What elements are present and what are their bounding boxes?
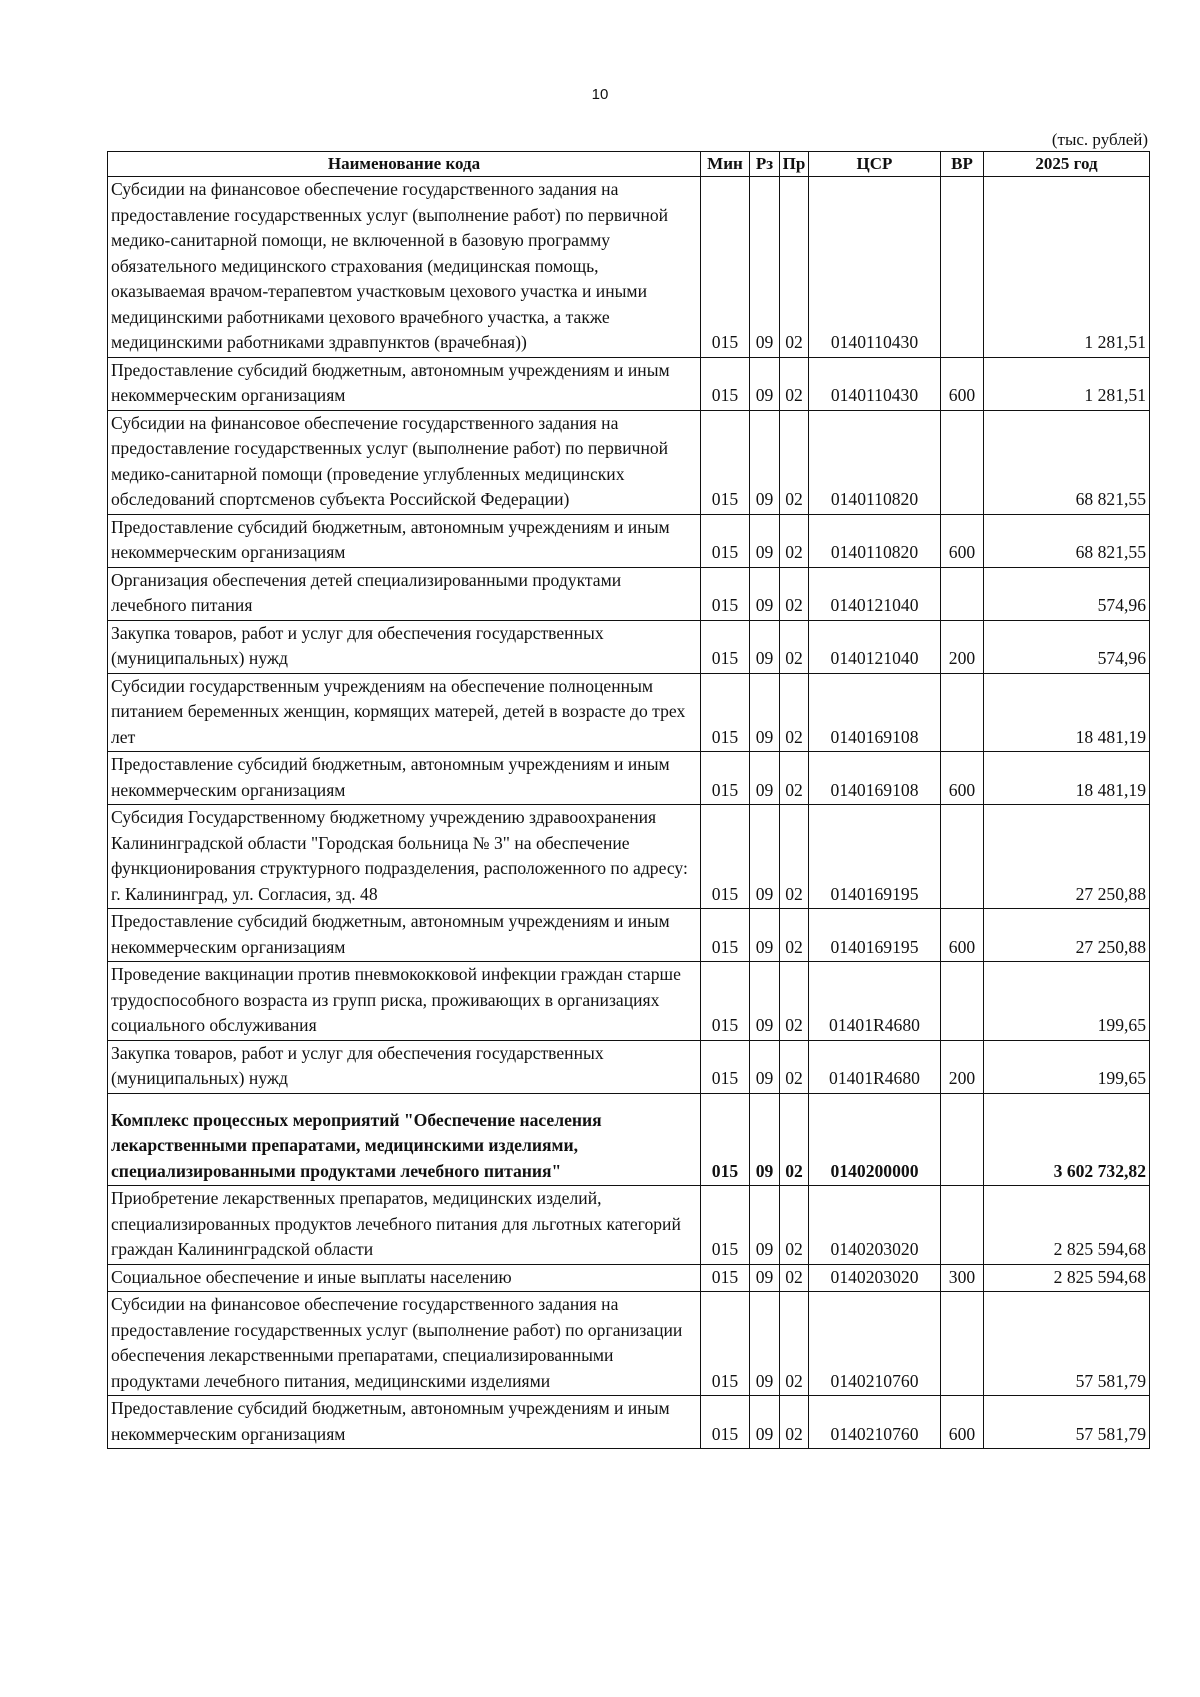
cell-rz: 09 (750, 567, 780, 620)
cell-name: Организация обеспечения детей специализированными продуктами лечебного питания (108, 567, 701, 620)
cell-min: 015 (701, 1186, 750, 1265)
cell-vr: 600 (941, 752, 984, 805)
cell-pr: 02 (780, 1292, 809, 1396)
cell-csr: 0140169108 (809, 752, 941, 805)
table-row (108, 620, 1150, 673)
cell-sum: 68 821,55 (984, 514, 1150, 567)
table-row (108, 357, 1150, 410)
cell-pr: 02 (780, 177, 809, 358)
cell-vr (941, 1186, 984, 1265)
cell-csr: 0140169108 (809, 673, 941, 752)
cell-sum: 199,65 (984, 962, 1150, 1041)
cell-sum: 2 825 594,68 (984, 1186, 1150, 1265)
cell-vr: 600 (941, 357, 984, 410)
cell-min: 015 (701, 1093, 750, 1186)
cell-pr: 02 (780, 805, 809, 909)
cell-vr (941, 673, 984, 752)
cell-name: Предоставление субсидий бюджетным, автономным учреждениям и иным некоммерческим организациям (108, 752, 701, 805)
cell-min: 015 (701, 1040, 750, 1093)
cell-min: 015 (701, 1264, 750, 1292)
cell-name: Социальное обеспечение и иные выплаты населению (108, 1264, 701, 1292)
table-row (108, 909, 1150, 962)
cell-sum: 1 281,51 (984, 177, 1150, 358)
cell-pr: 02 (780, 1093, 809, 1186)
cell-vr (941, 805, 984, 909)
cell-csr: 0140169195 (809, 909, 941, 962)
cell-csr: 0140110820 (809, 410, 941, 514)
cell-name: Субсидии на финансовое обеспечение государственного задания на предоставление государственных услуг (выполнение работ) по первичной медико-санитарной помощи (проведение углубленных медицинских обследований спортсменов субъекта Российской Федерации) (108, 410, 701, 514)
cell-rz: 09 (750, 620, 780, 673)
cell-rz: 09 (750, 177, 780, 358)
cell-name: Субсидии на финансовое обеспечение государственного задания на предоставление государственных услуг (выполнение работ) по организации обеспечения лекарственными препаратами, специализированными продуктами лечебного питания, медицинскими изделиями (108, 1292, 701, 1396)
cell-csr: 0140121040 (809, 567, 941, 620)
cell-csr: 0140121040 (809, 620, 941, 673)
table-header-row (108, 152, 1150, 177)
table-row (108, 514, 1150, 567)
header-rz: Рз (750, 152, 780, 177)
cell-csr: 01401R4680 (809, 962, 941, 1041)
cell-min: 015 (701, 410, 750, 514)
units-label: (тыс. рублей) (1051, 130, 1148, 149)
cell-csr: 0140210760 (809, 1292, 941, 1396)
table-body (108, 177, 1150, 1449)
cell-name: Комплекс процессных мероприятий "Обеспечение населения лекарственными препаратами, медицинскими изделиями, специализированными продуктами лечебного питания" (108, 1093, 701, 1186)
cell-vr (941, 177, 984, 358)
table-row (108, 410, 1150, 514)
cell-sum: 27 250,88 (984, 909, 1150, 962)
cell-vr (941, 1292, 984, 1396)
table-row (108, 962, 1150, 1041)
cell-rz: 09 (750, 1040, 780, 1093)
header-name: Наименование кода (108, 152, 701, 177)
cell-csr: 0140169195 (809, 805, 941, 909)
cell-vr (941, 567, 984, 620)
table-row (108, 1040, 1150, 1093)
cell-rz: 09 (750, 1396, 780, 1449)
cell-rz: 09 (750, 962, 780, 1041)
header-csr: ЦСР (809, 152, 941, 177)
cell-sum: 18 481,19 (984, 673, 1150, 752)
cell-min: 015 (701, 1396, 750, 1449)
cell-sum: 199,65 (984, 1040, 1150, 1093)
cell-min: 015 (701, 1292, 750, 1396)
header-vr: ВР (941, 152, 984, 177)
cell-rz: 09 (750, 1292, 780, 1396)
table-row (108, 1093, 1150, 1186)
cell-vr (941, 410, 984, 514)
cell-rz: 09 (750, 1264, 780, 1292)
cell-name: Приобретение лекарственных препаратов, медицинских изделий, специализированных продуктов лечебного питания для льготных категорий граждан Калининградской области (108, 1186, 701, 1265)
cell-csr: 0140110430 (809, 357, 941, 410)
cell-sum: 1 281,51 (984, 357, 1150, 410)
cell-pr: 02 (780, 1264, 809, 1292)
table-row (108, 805, 1150, 909)
header-sum: 2025 год (984, 152, 1150, 177)
cell-csr: 0140200000 (809, 1093, 941, 1186)
cell-csr: 0140110820 (809, 514, 941, 567)
table-row (108, 1396, 1150, 1449)
cell-sum: 574,96 (984, 620, 1150, 673)
cell-min: 015 (701, 567, 750, 620)
cell-rz: 09 (750, 805, 780, 909)
cell-min: 015 (701, 909, 750, 962)
cell-csr: 0140203020 (809, 1186, 941, 1265)
cell-vr: 200 (941, 620, 984, 673)
cell-min: 015 (701, 805, 750, 909)
cell-name: Субсидии на финансовое обеспечение государственного задания на предоставление государственных услуг (выполнение работ) по первичной медико-санитарной помощи, не включенной в базовую программу обязательного медицинского страхования (медицинская помощь, оказываемая врачом-терапевтом участковым цехового участка и иными медицинскими работниками цехового врачебного участка, а также медицинскими работниками здравпунктов (врачебная)) (108, 177, 701, 358)
cell-pr: 02 (780, 357, 809, 410)
cell-sum: 3 602 732,82 (984, 1093, 1150, 1186)
cell-sum: 27 250,88 (984, 805, 1150, 909)
cell-min: 015 (701, 177, 750, 358)
cell-min: 015 (701, 752, 750, 805)
cell-min: 015 (701, 962, 750, 1041)
cell-pr: 02 (780, 1396, 809, 1449)
cell-pr: 02 (780, 1040, 809, 1093)
page-number: 10 (591, 86, 609, 103)
cell-name: Субсидия Государственному бюджетному учреждению здравоохранения Калининградской области "Городская больница № 3" на обеспечение функционирования структурного подразделения, расположенного по адресу: г. Калининград, ул. Согласия, зд. 48 (108, 805, 701, 909)
cell-sum: 57 581,79 (984, 1292, 1150, 1396)
cell-rz: 09 (750, 514, 780, 567)
cell-csr: 01401R4680 (809, 1040, 941, 1093)
header-min: Мин (701, 152, 750, 177)
cell-pr: 02 (780, 962, 809, 1041)
cell-vr: 600 (941, 909, 984, 962)
table-row (108, 177, 1150, 358)
cell-name: Предоставление субсидий бюджетным, автономным учреждениям и иным некоммерческим организациям (108, 357, 701, 410)
table-row (108, 1186, 1150, 1265)
cell-rz: 09 (750, 357, 780, 410)
table-row (108, 567, 1150, 620)
cell-csr: 0140210760 (809, 1396, 941, 1449)
cell-csr: 0140110430 (809, 177, 941, 358)
cell-pr: 02 (780, 909, 809, 962)
cell-sum: 68 821,55 (984, 410, 1150, 514)
table-row (108, 1264, 1150, 1292)
cell-sum: 57 581,79 (984, 1396, 1150, 1449)
cell-rz: 09 (750, 1186, 780, 1265)
cell-rz: 09 (750, 752, 780, 805)
cell-sum: 2 825 594,68 (984, 1264, 1150, 1292)
cell-pr: 02 (780, 514, 809, 567)
table-row (108, 1292, 1150, 1396)
cell-name: Субсидии государственным учреждениям на обеспечение полноценным питанием беременных женщин, кормящих матерей, детей в возрасте до трех лет (108, 673, 701, 752)
cell-rz: 09 (750, 909, 780, 962)
cell-sum: 18 481,19 (984, 752, 1150, 805)
cell-vr: 200 (941, 1040, 984, 1093)
cell-vr: 300 (941, 1264, 984, 1292)
cell-csr: 0140203020 (809, 1264, 941, 1292)
cell-rz: 09 (750, 673, 780, 752)
cell-min: 015 (701, 620, 750, 673)
cell-vr: 600 (941, 514, 984, 567)
cell-rz: 09 (750, 410, 780, 514)
cell-sum: 574,96 (984, 567, 1150, 620)
header-pr: Пр (780, 152, 809, 177)
cell-pr: 02 (780, 410, 809, 514)
cell-rz: 09 (750, 1093, 780, 1186)
table-row (108, 752, 1150, 805)
cell-name: Проведение вакцинации против пневмококковой инфекции граждан старше трудоспособного возраста из групп риска, проживающих в организациях социального обслуживания (108, 962, 701, 1041)
budget-table (107, 151, 1150, 1449)
cell-name: Предоставление субсидий бюджетным, автономным учреждениям и иным некоммерческим организациям (108, 1396, 701, 1449)
cell-pr: 02 (780, 1186, 809, 1265)
cell-vr: 600 (941, 1396, 984, 1449)
cell-pr: 02 (780, 752, 809, 805)
cell-pr: 02 (780, 567, 809, 620)
cell-vr (941, 962, 984, 1041)
cell-min: 015 (701, 514, 750, 567)
cell-pr: 02 (780, 620, 809, 673)
cell-min: 015 (701, 673, 750, 752)
cell-name: Закупка товаров, работ и услуг для обеспечения государственных (муниципальных) нужд (108, 1040, 701, 1093)
table-row (108, 673, 1150, 752)
cell-vr (941, 1093, 984, 1186)
cell-name: Предоставление субсидий бюджетным, автономным учреждениям и иным некоммерческим организациям (108, 909, 701, 962)
cell-min: 015 (701, 357, 750, 410)
cell-name: Предоставление субсидий бюджетным, автономным учреждениям и иным некоммерческим организациям (108, 514, 701, 567)
cell-name: Закупка товаров, работ и услуг для обеспечения государственных (муниципальных) нужд (108, 620, 701, 673)
cell-pr: 02 (780, 673, 809, 752)
